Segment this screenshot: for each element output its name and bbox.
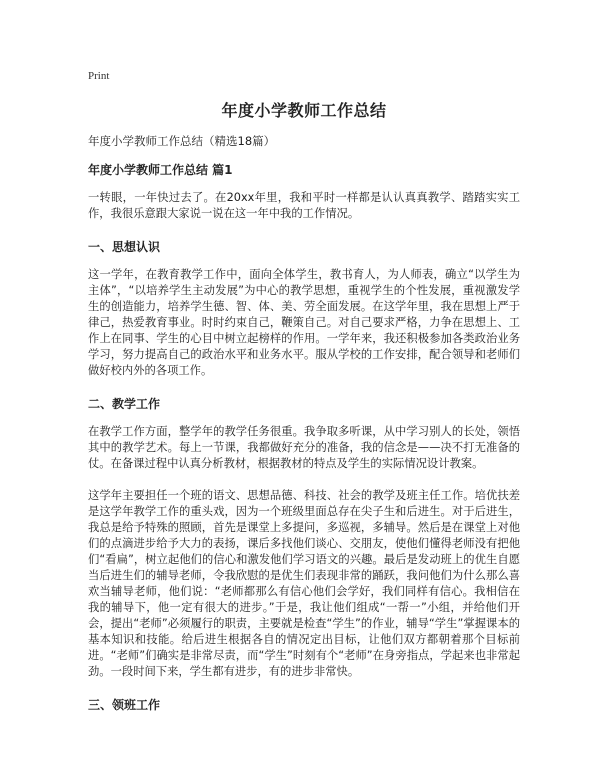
document-body bbox=[88, 98, 520, 725]
article-heading: 年度小学教师工作总结 篇1 bbox=[88, 163, 233, 177]
section-heading-thought: 一、思想认识 bbox=[88, 240, 161, 254]
section-heading-teaching: 二、教学工作 bbox=[88, 397, 161, 411]
section-heading-class-lead: 三、领班工作 bbox=[88, 698, 161, 712]
document-title: 年度小学教师工作总结 bbox=[221, 101, 387, 120]
document-subtitle: 年度小学教师工作总结（精选18篇） bbox=[88, 134, 276, 148]
print-link[interactable]: Print bbox=[88, 70, 110, 82]
section-paragraph: 在教学工作方面，整学年的教学任务很重。我争取多听课，从中学习别人的长处，领悟其中的教学艺术。每上一节课，我都做好充分的准备，我的信念是——决不打无准备的仗。在备课过程中认真分析教材，根据教材的特点及学生的实际情况设计教案。 bbox=[88, 425, 520, 470]
intro-paragraph: 一转眼，一年快过去了。在20xx年里，我和平时一样都是认认真真教学、踏踏实实工作，我很乐意跟大家说一说在这一年中我的工作情况。 bbox=[88, 191, 520, 220]
section-paragraph: 这一学年，在教育教学工作中，面向全体学生，教书育人，为人师表，确立“以学生为主体”，“以培养学生主动发展”为中心的教学思想，重视学生的个性发展，重视激发学生的创造能力，培养学生德、智、体、美、劳全面发展。在这学年里，我在思想上严于律己，热爱教育事业。时时约束自己，鞭策自己。对自己要求严格，力争在思想上、工作上在同事、学生的心目中树立起榜样的作用。一学年来，我还积极参加各类政治业务学习，努力提高自己的政治水平和业务水平。服从学校的工作安排，配合领导和老师们做好校内外的各项工作。 bbox=[88, 268, 520, 377]
section-paragraph: 这学年主要担任一个班的语文、思想品德、科技、社会的教学及班主任工作。培优扶差是这学年教学工作的重头戏，因为一个班级里面总存在尖子生和后进生。对于后进生，我总是给予特殊的照顾，首先是课堂上多提问，多巡视，多辅导。然后是在课堂上对他们的点滴进步给予大力的表扬，课后多找他们谈心、交朋友，使他们懂得老师没有把他们“看扁”，树立起他们的信心和激发他们学习语文的兴趣。最后是发动班上的优生自愿当后进生们的辅导老师，令我欣慰的是优生们表现非常的踊跃，我问他们为什么那么喜欢当辅导老师，他们说：“老师都那么有信心他们会学好，我们同样有信心。我相信在我的辅导下，他一定有很大的进步。”于是，我让他们组成“一帮一”小组，并给他们开会，提出“老师”必须履行的职责，主要就是检查“学生”的作业，辅导“学生”掌握课本的基本知识和技能。给后进生根据各自的情况定出目标，让他们双方都朝着那个目标前进。“老师”们确实是非常尽责，而“学生”时刻有个“老师”在身旁指点，学起来也非常起劲。一段时间下来，学生都有进步，有的进步非常快。 bbox=[88, 489, 520, 678]
